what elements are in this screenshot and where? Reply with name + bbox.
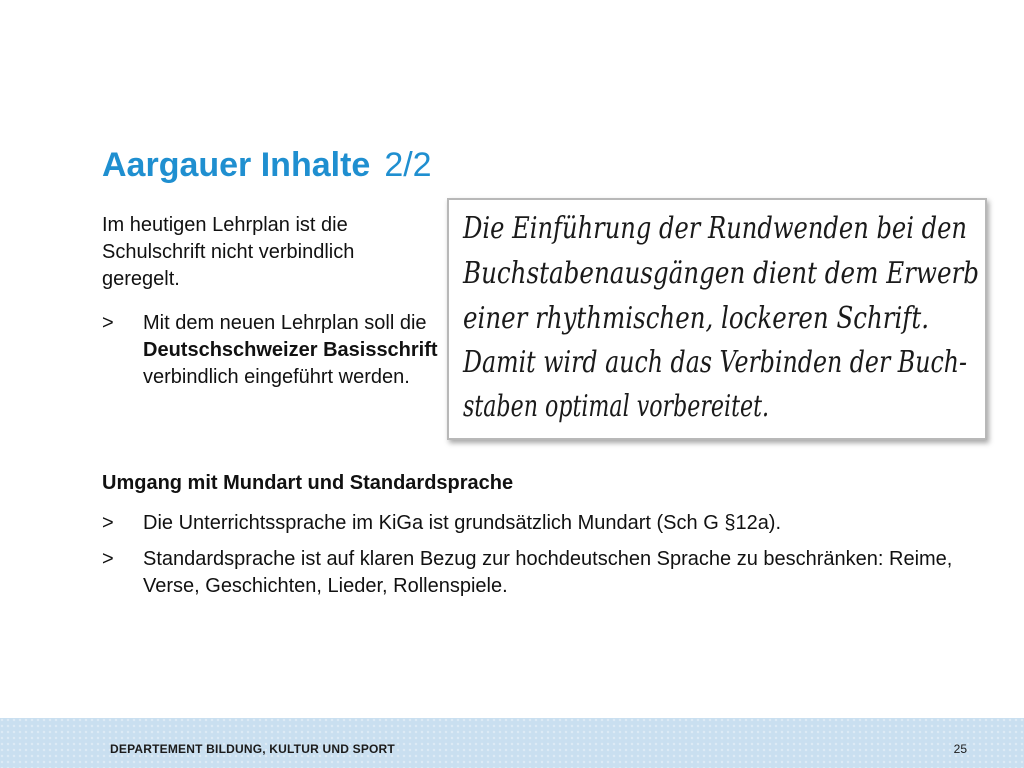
bullet-standardsprache — [102, 546, 962, 606]
bullet-marker: > — [102, 512, 114, 534]
bullet-text: Standardsprache ist auf klaren Bezug zur hochdeutschen Sprache zu beschränken: Reime, Verse, Geschichten, Lieder, Rollenspiele. — [143, 548, 953, 597]
bullet-basisschrift — [102, 310, 442, 422]
handwriting-line: Damit wird auch das Verbinden der Buch- — [462, 345, 967, 380]
handwriting-svg — [449, 200, 985, 438]
bullet-text-bold: Deutschschweizer Basisschrift — [143, 339, 438, 361]
bullet-text — [143, 310, 443, 391]
footer-department: DEPARTEMENT BILDUNG, KULTUR UND SPORT — [110, 742, 395, 756]
handwriting-sample-image — [447, 198, 987, 440]
handwriting-line: Buchstabenausgängen dient dem Erwerb — [462, 256, 979, 291]
handwriting-line: staben optimal vorbereitet. — [463, 389, 769, 424]
bullet-marker: > — [102, 312, 114, 334]
subheading-mundart: Umgang mit Mundart und Standardsprache — [102, 472, 514, 494]
bullet-unterrichtssprache — [102, 510, 962, 540]
bullet-text: Die Unterrichtssprache im KiGa ist grundsätzlich Mundart (Sch G §12a). — [143, 512, 782, 534]
slide-title-part: 2/2 — [384, 146, 432, 184]
slide-title — [102, 146, 432, 185]
handwriting-line: einer rhythmischen, lockeren Schrift. — [463, 301, 929, 336]
page-number: 25 — [953, 742, 967, 756]
bullet-marker: > — [102, 548, 114, 570]
intro-paragraph: Im heutigen Lehrplan ist die Schulschrift nicht verbindlich geregelt. — [102, 214, 355, 290]
slide-title-main: Aargauer Inhalte — [102, 146, 371, 184]
bullet-text-before: Mit dem neuen Lehrplan soll die — [143, 312, 427, 334]
handwriting-line: Die Einführung der Rundwenden bei den — [462, 211, 967, 246]
bullet-text-after: verbindlich eingeführt werden. — [143, 366, 410, 388]
footer-bar — [0, 718, 1024, 768]
